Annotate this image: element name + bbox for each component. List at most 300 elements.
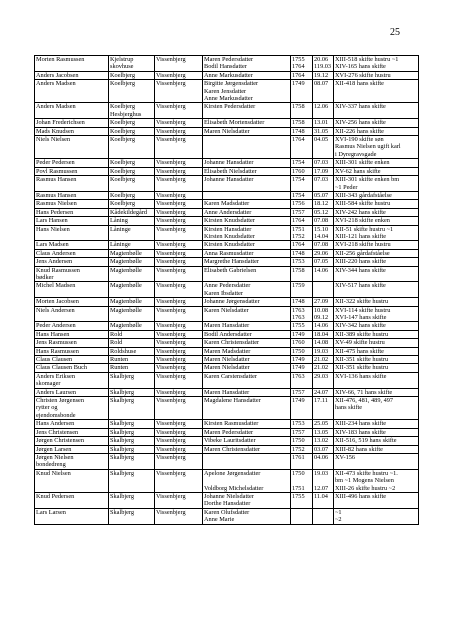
reference-cell: XVI-190 skifte søn Rasmus Nielsen ugift karl i Dyregravsgade [334,136,419,159]
reference-cell: XIII-82 hans skifte [334,445,419,453]
table-row [35,56,419,72]
place-cell: Koelbjerg [109,176,155,192]
year-cell: 1763 1763 [291,306,313,322]
table-row [35,80,419,103]
register-body [35,56,419,525]
date-cell: 08.07 [313,80,334,103]
reference-cell: XIV-183 hans skifte [334,428,419,436]
table-row [35,437,419,445]
spouse-cell: Maren Madsdatter [203,347,291,355]
date-cell [313,508,334,524]
table-row [35,282,419,298]
reference-cell: XIII-496 hans skifte [334,492,419,508]
reference-cell: XII-351 skifte hustru [334,364,419,372]
parish-cell: Vissenbjerg [155,428,203,436]
person-name-cell: Anders Madsen [35,103,109,119]
year-cell: 1750 1751 [291,469,313,492]
spouse-cell: Johanne Jørgensdatter [203,298,291,306]
date-cell: 11.04 [313,492,334,508]
reference-cell: XIII-584 skifte hustru [334,200,419,208]
year-cell: 1749 [291,364,313,372]
reference-cell: XIII-301 skifte enken [334,159,419,167]
person-name-cell: Jens Rasmussen [35,339,109,347]
parish-cell: Vissenbjerg [155,80,203,103]
parish-cell: Vissenbjerg [155,469,203,492]
year-cell: 1755 [291,322,313,330]
date-cell: 25.05 [313,420,334,428]
place-cell: Skalbjerg [109,453,155,469]
date-cell: 29.06 [313,249,334,257]
place-cell: Kådekildegård [109,208,155,216]
parish-cell: Vissenbjerg [155,225,203,241]
parish-cell: Vissenbjerg [155,249,203,257]
place-cell: Koelbjerg [109,127,155,135]
spouse-cell: Maren Nielsdatter [203,127,291,135]
parish-cell: Vissenbjerg [155,176,203,192]
place-cell: Rold [109,330,155,338]
year-cell: 1759 [291,282,313,298]
spouse-cell: Karen Madsdatter [203,200,291,208]
table-row [35,167,419,175]
reference-cell: XV-62 hans skifte [334,167,419,175]
spouse-cell: Vibeke Lauritsdatter [203,437,291,445]
parish-cell: Vissenbjerg [155,217,203,225]
year-cell: 1748 [291,127,313,135]
person-name-cell: Anders Laursen [35,388,109,396]
date-cell: 20.06 119.03 [313,56,334,72]
place-cell: Kjelstrup skovhuse [109,56,155,72]
table-row [35,241,419,249]
spouse-cell: Kirsten Knudsdatter [203,241,291,249]
spouse-cell: Elisabeth Nielsdatter [203,167,291,175]
reference-cell: XVI-218 skifte hustru [334,241,419,249]
date-cell: 04.06 [313,453,334,469]
spouse-cell: Elisabeth Mortensdatter [203,119,291,127]
person-name-cell: Morten Rasmussen [35,56,109,72]
place-cell: Magtenbølle [109,249,155,257]
table-row [35,372,419,388]
year-cell: 1760 [291,167,313,175]
table-row [35,339,419,347]
parish-cell: Vissenbjerg [155,356,203,364]
place-cell: Runten [109,356,155,364]
reference-cell: XII-256 gårdafståelse [334,249,419,257]
table-row [35,330,419,338]
date-cell: 03.07 [313,445,334,453]
parish-cell: Vissenbjerg [155,372,203,388]
spouse-cell: Karen Christensdatter [203,339,291,347]
year-cell: 1758 [291,266,313,282]
place-cell: Koelbjerg [109,191,155,199]
person-name-cell: Rasmus Hansen [35,191,109,199]
table-row [35,266,419,282]
spouse-cell: Magdalene Hansdatter [203,397,291,420]
year-cell: 1754 [291,176,313,192]
parish-cell: Vissenbjerg [155,241,203,249]
table-row [35,119,419,127]
parish-cell: Vissenbjerg [155,322,203,330]
date-cell: 31.05 [313,127,334,135]
place-cell: Koelbjerg [109,136,155,159]
table-row [35,420,419,428]
page-number: 25 [390,27,400,38]
year-cell: 1758 [291,119,313,127]
reference-cell: XVI-218 skifte enken [334,217,419,225]
place-cell: Skalbjerg [109,372,155,388]
parish-cell: Vissenbjerg [155,306,203,322]
year-cell: 1757 [291,208,313,216]
date-cell: 17.09 [313,167,334,175]
date-cell: 29.03 [313,372,334,388]
year-cell: 1752 [291,445,313,453]
spouse-cell [203,453,291,469]
year-cell: 1760 [291,339,313,347]
spouse-cell: Kirsten Knudsdatter [203,217,291,225]
person-name-cell: Christen Jørgensen rytter og ejendomsbonde [35,397,109,420]
table-row [35,356,419,364]
place-cell: Magtenbølle [109,306,155,322]
parish-cell: Vissenbjerg [155,330,203,338]
table-row [35,492,419,508]
date-cell: 18.04 [313,330,334,338]
spouse-cell: Maren Hansdatter [203,322,291,330]
year-cell: 1753 [291,258,313,266]
place-cell: Runten [109,364,155,372]
table-row [35,249,419,257]
date-cell: 21.02 [313,356,334,364]
person-name-cell: Hans Pedersen [35,208,109,216]
spouse-cell: Birgitte Jørgensdatter Karen Jensdatter Anne Markusdatter [203,80,291,103]
person-name-cell: Rasmus Nielsen [35,200,109,208]
date-cell: 07.03 [313,159,334,167]
reference-cell: XIII-220 hans skifte [334,258,419,266]
date-cell: 05.07 [313,191,334,199]
parish-cell: Vissenbjerg [155,103,203,119]
reference-cell: XIV-337 hans skifte [334,103,419,119]
year-cell: 1754 [291,191,313,199]
year-cell: 1750 [291,347,313,355]
date-cell: 12.06 [313,103,334,119]
person-name-cell: Knud Nielsen [35,469,109,492]
table-row [35,306,419,322]
spouse-cell: Bodil Andersdatter [203,330,291,338]
person-name-cell: Peder Pedersen [35,159,109,167]
parish-cell: Vissenbjerg [155,437,203,445]
parish-cell: Vissenbjerg [155,56,203,72]
person-name-cell: Morten Jacobsen [35,298,109,306]
date-cell: 13.05 [313,428,334,436]
year-cell: 1763 [291,372,313,388]
date-cell: 07.08 [313,217,334,225]
date-cell: 21.02 [313,364,334,372]
parish-cell: Vissenbjerg [155,508,203,524]
reference-cell: XII-476, 481, 489, 497 hans skifte [334,397,419,420]
year-cell: 1749 [291,80,313,103]
person-name-cell: Lars Madsen [35,241,109,249]
year-cell: 1761 [291,453,313,469]
spouse-cell: Maren Nielsdatter [203,364,291,372]
reference-cell: XII-418 hans skifte [334,80,419,103]
place-cell: Koelbjerg [109,159,155,167]
person-name-cell: Jørgen Christensen [35,437,109,445]
year-cell: 1748 [291,249,313,257]
parish-cell: Vissenbjerg [155,159,203,167]
spouse-cell: Karen Carstensdatter [203,372,291,388]
parish-cell: Vissenbjerg [155,282,203,298]
spouse-cell: Kirsten Pedersdatter [203,103,291,119]
parish-cell: Vissenbjerg [155,388,203,396]
reference-cell: XIII-518 skifte hustru ~1 XIV-165 hans skifte [334,56,419,72]
reference-cell: XVI-114 skifte hustru XVI-147 hans skifte [334,306,419,322]
spouse-cell: Anna Rasmusdatter [203,249,291,257]
parish-cell: Vissenbjerg [155,127,203,135]
year-cell: 1754 [291,159,313,167]
place-cell: Skalbjerg [109,445,155,453]
spouse-cell: Maren Christensdatter [203,445,291,453]
year-cell: 1757 [291,388,313,396]
table-row [35,322,419,330]
date-cell: 13.01 [313,119,334,127]
parish-cell: Vissenbjerg [155,258,203,266]
person-name-cell: Hans Andersen [35,420,109,428]
reference-cell: XII-475 hans skifte [334,347,419,355]
person-name-cell: Jørgen Nielsen bondedreng [35,453,109,469]
table-row [35,176,419,192]
year-cell: 1749 [291,356,313,364]
year-cell [291,508,313,524]
spouse-cell: Maren Pedersdatter [203,428,291,436]
parish-cell: Vissenbjerg [155,167,203,175]
place-cell: Koelbjerg [109,167,155,175]
reference-cell: XII-473 skifte hustru ~1. bm ~1 Mogens Nielsen XIII-26 skifte hustru ~2 [334,469,419,492]
reference-cell: XII-516, 519 hans skifte [334,437,419,445]
reference-cell: XVI-136 hans skifte [334,372,419,388]
spouse-cell: Maren Nielsdatter [203,356,291,364]
person-name-cell: Jens Christensen [35,428,109,436]
year-cell: 1756 [291,200,313,208]
reference-cell: XV-156 [334,453,419,469]
place-cell: Skalbjerg [109,508,155,524]
date-cell: 14.06 [313,266,334,282]
person-name-cell: Anders Madsen [35,80,109,103]
table-row [35,103,419,119]
parish-cell: Vissenbjerg [155,208,203,216]
year-cell: 1764 [291,217,313,225]
reference-cell: XIII-343 gårdafståelse [334,191,419,199]
table-row [35,136,419,159]
place-cell: Skalbjerg [109,492,155,508]
date-cell: 18.12 [313,200,334,208]
date-cell: 05.12 [313,208,334,216]
spouse-cell: Karen Olufsdatter Anne Marie [203,508,291,524]
parish-cell: Vissenbjerg [155,397,203,420]
person-name-cell: Jens Andersen [35,258,109,266]
year-cell: 1755 [291,492,313,508]
place-cell: Magtenbølle [109,298,155,306]
place-cell: Koelbjerg [109,80,155,103]
reference-cell: XVI-276 skifte hustru [334,71,419,79]
spouse-cell: Elisabeth Gabrielsen [203,266,291,282]
date-cell: 19.03 12.07 [313,469,334,492]
place-cell: Roldshuse [109,347,155,355]
person-name-cell: Claus Clausen [35,356,109,364]
reference-cell: XIII-301 skifte enken bm ~1 Peder [334,176,419,192]
person-name-cell: Michel Madsen [35,282,109,298]
person-name-cell: Mads Knudsen [35,127,109,135]
person-name-cell: Hans Rasmussen [35,347,109,355]
parish-cell: Vissenbjerg [155,266,203,282]
date-cell: 27.09 [313,298,334,306]
date-cell: 13.02 [313,437,334,445]
parish-cell: Vissenbjerg [155,298,203,306]
person-name-cell: Niels Andersen [35,306,109,322]
person-name-cell: Povl Rasmussen [35,167,109,175]
place-cell: Skalbjerg [109,397,155,420]
year-cell: 1748 [291,298,313,306]
table-row [35,347,419,355]
probate-register-table [34,55,419,525]
spouse-cell: Anne Markusdatter [203,71,291,79]
reference-cell: XIV-517 hans skifte [334,282,419,298]
year-cell: 1750 [291,437,313,445]
table-row [35,191,419,199]
spouse-cell: Kirsten Rasmusdatter [203,420,291,428]
place-cell: Magtenbølle [109,322,155,330]
year-cell: 1755 1764 [291,56,313,72]
person-name-cell: Niels Nielsen [35,136,109,159]
date-cell: 17.11 [313,397,334,420]
place-cell: Låning [109,217,155,225]
place-cell: Rold [109,339,155,347]
place-cell: Magtenbølle [109,282,155,298]
spouse-cell: Karen Nielsdatter [203,306,291,322]
person-name-cell: Claus Andersen [35,249,109,257]
place-cell: Skalbjerg [109,420,155,428]
spouse-cell: Johanne Hansdatter [203,176,291,192]
place-cell: Skalbjerg [109,388,155,396]
person-name-cell: Johan Frederichsen [35,119,109,127]
reference-cell: XII-51 skifte hustru ~1 XIII-121 hans skifte [334,225,419,241]
spouse-cell: Maren Pedersdatter Bodil Hansdatter [203,56,291,72]
spouse-cell: Johanne Nielsdatter Dorthe Hansdatter [203,492,291,508]
spouse-cell [203,136,291,159]
reference-cell: XII-226 hans skifte [334,127,419,135]
reference-cell: XIV-342 hans skifte [334,322,419,330]
table-row [35,469,419,492]
parish-cell: Vissenbjerg [155,136,203,159]
reference-cell: XII-351 skifte hustru [334,356,419,364]
parish-cell: Vissenbjerg [155,191,203,199]
person-name-cell: Lars Larsen [35,508,109,524]
place-cell: Skalbjerg [109,437,155,445]
date-cell: 10.08 09.12 [313,306,334,322]
date-cell: 15.10 14.04 [313,225,334,241]
place-cell: Koelbjerg [109,200,155,208]
date-cell: 04.05 [313,136,334,159]
reference-cell: XV-49 skifte hustru [334,339,419,347]
table-row [35,225,419,241]
person-name-cell: Knud Rasmussen bødker [35,266,109,282]
person-name-cell: Peder Andersen [35,322,109,330]
year-cell: 1751 1752 [291,225,313,241]
place-cell: Låninge [109,225,155,241]
person-name-cell: Hans Nielsen [35,225,109,241]
table-row [35,364,419,372]
reference-cell: XIV-66, 71 hans skifte [334,388,419,396]
place-cell: Koelbjerg [109,71,155,79]
person-name-cell: Claus Clausen Buch [35,364,109,372]
parish-cell: Vissenbjerg [155,420,203,428]
table-row [35,453,419,469]
table-row [35,508,419,524]
spouse-cell: Maren Hansdatter [203,388,291,396]
year-cell: 1758 [291,103,313,119]
date-cell: 24.07 [313,388,334,396]
date-cell: 19.03 [313,347,334,355]
place-cell: Skalbjerg [109,428,155,436]
year-cell: 1764 [291,71,313,79]
place-cell: Koelbjerg Hesbjerghus [109,103,155,119]
spouse-cell: Anne Pedersdatter Karen Ibsdatter [203,282,291,298]
year-cell: 1749 [291,330,313,338]
person-name-cell: Knud Pedersen [35,492,109,508]
person-name-cell: Anders Jacobsen [35,71,109,79]
table-row [35,298,419,306]
place-cell: Låninge [109,241,155,249]
date-cell: 14.06 [313,322,334,330]
parish-cell: Vissenbjerg [155,71,203,79]
place-cell: Magtenbølle [109,266,155,282]
reference-cell: XIV-344 hans skifte [334,266,419,282]
date-cell: 19.12 [313,71,334,79]
person-name-cell: Jørgen Larsen [35,445,109,453]
table-row [35,428,419,436]
spouse-cell: Margrethe Hansdatter [203,258,291,266]
spouse-cell: Apelone Jørgensdatter Voldborg Michelsdatter [203,469,291,492]
person-name-cell: Hans Hansen [35,330,109,338]
person-name-cell: Lars Hansen [35,217,109,225]
reference-cell: XIV-242 hans skifte [334,208,419,216]
reference-cell: XII-389 skifte hustru [334,330,419,338]
person-name-cell: Anders Eriksen skomager [35,372,109,388]
date-cell: 07.03 [313,176,334,192]
year-cell: 1753 [291,420,313,428]
year-cell: 1757 [291,428,313,436]
year-cell: 1749 [291,397,313,420]
table-row [35,388,419,396]
parish-cell: Vissenbjerg [155,492,203,508]
table-row [35,208,419,216]
table-row [35,200,419,208]
reference-cell: XIII-234 hans skifte [334,420,419,428]
date-cell: 07.08 [313,241,334,249]
date-cell [313,282,334,298]
spouse-cell: Johanne Hansdatter [203,159,291,167]
reference-cell: XIV-256 hans skifte [334,119,419,127]
table-row [35,71,419,79]
person-name-cell: Rasmus Hansen [35,176,109,192]
parish-cell: Vissenbjerg [155,364,203,372]
table-row [35,445,419,453]
spouse-cell [203,191,291,199]
year-cell: 1764 [291,241,313,249]
parish-cell: Vissenbjerg [155,119,203,127]
table-row [35,397,419,420]
place-cell: Koelbjerg [109,119,155,127]
table-row [35,217,419,225]
table-row [35,159,419,167]
parish-cell: Vissenbjerg [155,347,203,355]
